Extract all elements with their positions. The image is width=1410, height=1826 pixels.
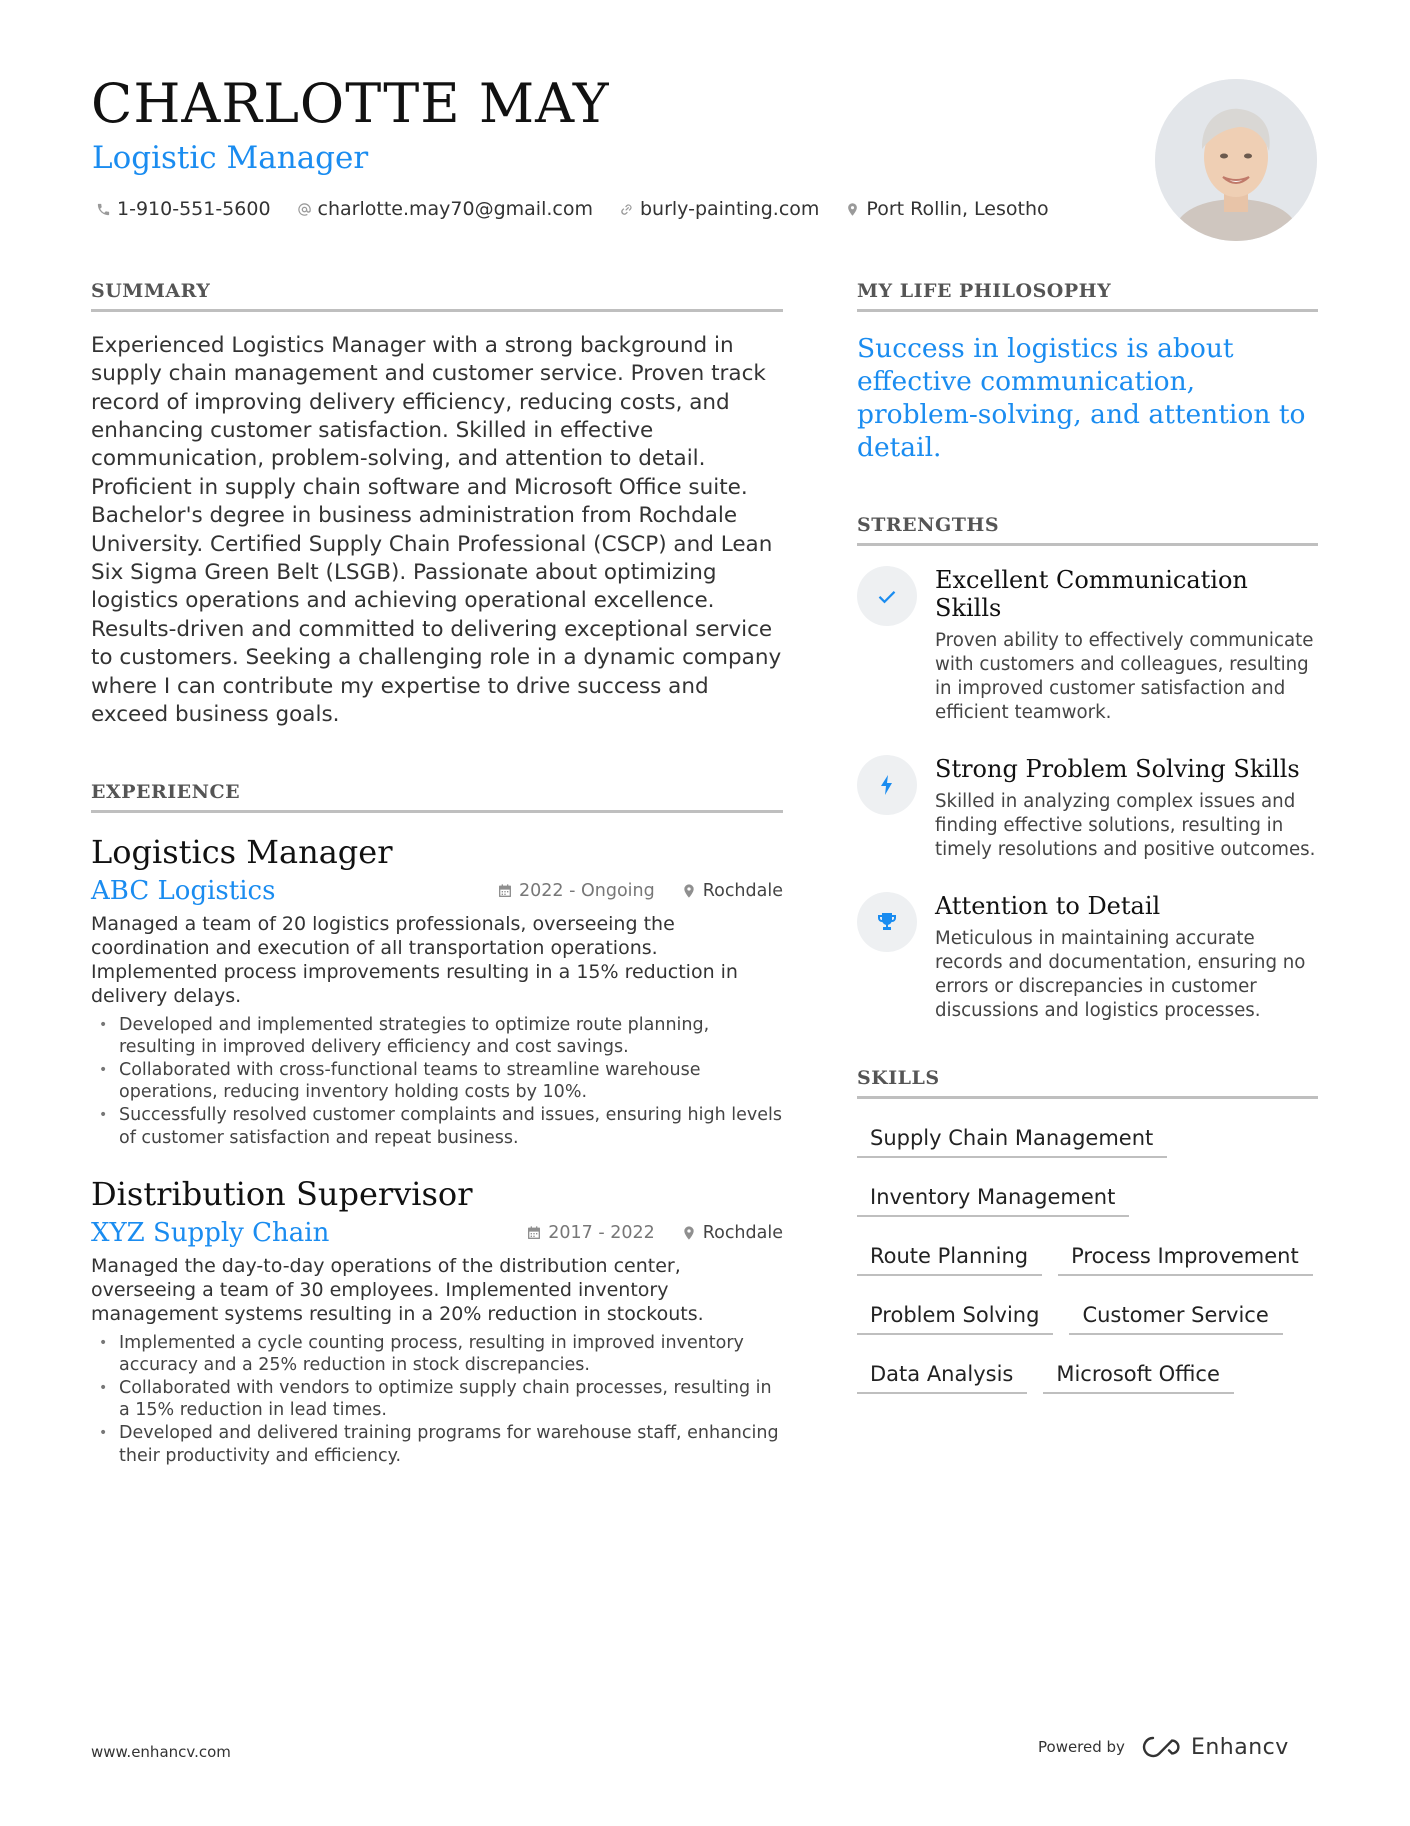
- location-pin-icon: [681, 1225, 697, 1241]
- phone-icon: [96, 202, 111, 217]
- phone-text: 1-910-551-5600: [117, 198, 271, 220]
- location-pin-icon: [845, 202, 860, 217]
- job-location: Rochdale: [702, 1222, 783, 1243]
- job-entry: [91, 1175, 783, 1467]
- job-entry: [91, 833, 783, 1149]
- strength-item: [857, 892, 1318, 1023]
- contact-website[interactable]: [619, 198, 819, 220]
- company-name: XYZ Supply Chain: [91, 1217, 330, 1248]
- location-text: Port Rollin, Lesotho: [866, 198, 1049, 220]
- philosophy-quote: Success in logistics is about effective communication, problem-solving, and attention to detail.: [857, 332, 1306, 463]
- location-pin-icon: [681, 883, 697, 899]
- skills-list: [857, 1119, 1318, 1414]
- right-column: [857, 280, 1318, 1414]
- lightning-icon: [857, 755, 917, 815]
- list-item: • Developed and delivered training programs for warehouse staff, enhancing their productivity and efficiency.: [91, 1422, 783, 1467]
- job-dates: 2022 - Ongoing: [519, 880, 655, 901]
- at-icon: [297, 202, 312, 217]
- list-item: • Developed and implemented strategies to optimize route planning, resulting in improved delivery efficiency and cost savings.: [91, 1014, 783, 1059]
- skill-tag: Customer Service: [1069, 1296, 1282, 1335]
- skill-tag: Data Analysis: [857, 1355, 1027, 1394]
- summary-text: Experienced Logistics Manager with a strong background in supply chain management and customer service. Proven track record of improving delivery efficiency, reducing costs, and enhancing customer satisfaction. Skilled in effective communication, problem-solving, and attention to detail. Proficient in supply chain software and Microsoft Office suite. Bachelor's degree in business administration from Rochdale University. Certified Supply Chain Professional (CSCP) and Lean Six Sigma Green Belt (LSGB). Passionate about optimizing logistics operations and achieving operational excellence. Results-driven and committed to delivering exceptional service to customers. Seeking a challenging role in a dynamic company where I can contribute my expertise to drive success and exceed business goals.: [91, 332, 782, 728]
- candidate-title: Logistic Manager: [92, 140, 369, 176]
- strength-title: Excellent Communication Skills: [935, 565, 1248, 623]
- link-icon: [619, 202, 634, 217]
- job-description: Managed the day-to-day operations of the distribution center, overseeing a team of 30 employees. Implemented inventory management systems resulting in a 20% reduction in stockouts.: [91, 1254, 704, 1325]
- email-text: charlotte.may70@gmail.com: [317, 198, 593, 220]
- skill-tag: Route Planning: [857, 1237, 1042, 1276]
- skill-tag: Problem Solving: [857, 1296, 1053, 1335]
- strengths-heading: STRENGTHS: [857, 514, 1318, 546]
- job-description: Managed a team of 20 logistics professionals, overseeing the coordination and execution of all transportation operations. Implemented process improvements resulting in a 15% reduction in delivery delays.: [91, 912, 738, 1007]
- strength-description: Proven ability to effectively communicate with customers and colleagues, resulting in improved customer satisfaction and efficient teamwork.: [935, 630, 1314, 724]
- job-title: Distribution Supervisor: [91, 1175, 473, 1214]
- contact-phone[interactable]: [96, 198, 271, 220]
- footer-website[interactable]: www.enhancv.com: [91, 1743, 231, 1761]
- list-item: • Collaborated with vendors to optimize supply chain processes, resulting in a 15% reduction in lead times.: [91, 1377, 783, 1422]
- skills-heading: SKILLS: [857, 1067, 1318, 1099]
- job-bullets: [91, 1332, 783, 1468]
- job-location: Rochdale: [702, 880, 783, 901]
- company-name: ABC Logistics: [91, 875, 276, 906]
- skill-tag: Inventory Management: [857, 1178, 1129, 1217]
- website-text: burly-painting.com: [639, 198, 820, 220]
- calendar-icon: [526, 1225, 542, 1241]
- powered-by-text: Powered by: [1038, 1738, 1125, 1756]
- check-icon: [857, 566, 917, 626]
- enhancv-logo-icon: [1139, 1734, 1185, 1760]
- list-item: • Implemented a cycle counting process, resulting in improved inventory accuracy and a 25% reduction in stock discrepancies.: [91, 1332, 783, 1377]
- trophy-icon: [857, 892, 917, 952]
- left-column: [91, 280, 783, 1493]
- philosophy-heading: MY LIFE PHILOSOPHY: [857, 280, 1318, 312]
- brand-name: Enhancv: [1190, 1734, 1289, 1760]
- calendar-icon: [497, 883, 513, 899]
- job-title: Logistics Manager: [91, 833, 393, 872]
- list-item: • Successfully resolved customer complaints and issues, ensuring high levels of customer satisfaction and repeat business.: [91, 1104, 783, 1149]
- summary-heading: SUMMARY: [91, 280, 783, 312]
- strength-description: Meticulous in maintaining accurate records and documentation, ensuring no errors or discrepancies in customer discussions and logistics processes.: [935, 927, 1306, 1021]
- skill-tag: Microsoft Office: [1043, 1355, 1234, 1394]
- contact-bar: [96, 198, 1049, 220]
- strength-item: [857, 755, 1318, 862]
- job-bullets: [91, 1014, 783, 1150]
- experience-heading: EXPERIENCE: [91, 781, 783, 813]
- skill-tag: Process Improvement: [1058, 1237, 1313, 1276]
- footer-brand[interactable]: [1038, 1734, 1289, 1760]
- strength-title: Attention to Detail: [935, 891, 1161, 920]
- list-item: • Collaborated with cross-functional teams to streamline warehouse operations, reducing inventory holding costs by 10%.: [91, 1059, 783, 1104]
- contact-email[interactable]: [297, 198, 593, 220]
- skill-tag: Supply Chain Management: [857, 1119, 1167, 1158]
- avatar: [1155, 79, 1317, 241]
- contact-location: [845, 198, 1048, 220]
- candidate-name: CHARLOTTE MAY: [91, 72, 610, 135]
- job-dates: 2017 - 2022: [548, 1222, 655, 1243]
- strength-item: [857, 566, 1318, 726]
- strength-title: Strong Problem Solving Skills: [935, 755, 1300, 784]
- strength-description: Skilled in analyzing complex issues and finding effective solutions, resulting in timely resolutions and positive outcomes.: [935, 790, 1316, 860]
